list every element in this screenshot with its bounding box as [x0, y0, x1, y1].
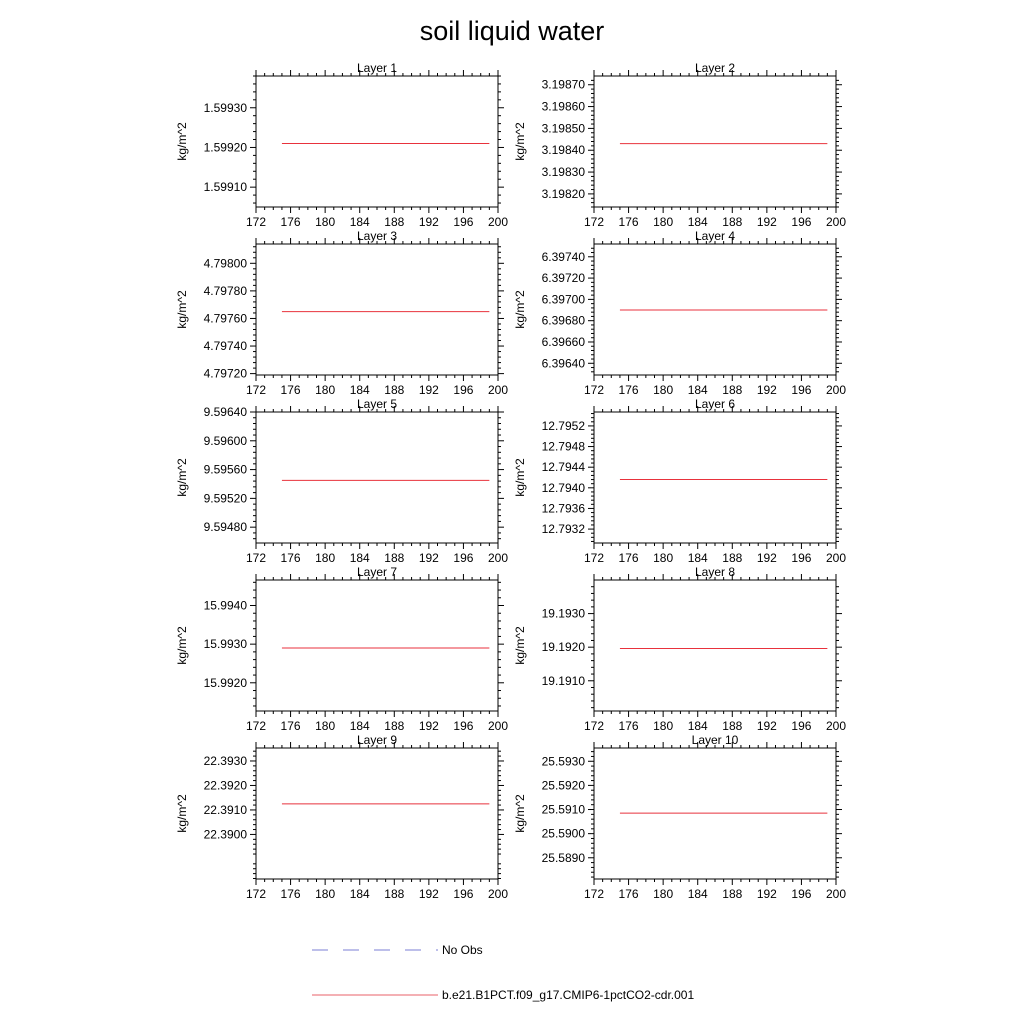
panel-layer-7 [175, 565, 508, 733]
y-tick-label: 3.19840 [541, 143, 585, 158]
y-axis-label: kg/m^2 [175, 290, 189, 329]
x-tick-label: 200 [487, 215, 509, 229]
x-tick-label: 180 [315, 215, 336, 229]
y-tick-label: 4.79740 [203, 339, 247, 354]
x-tick-label: 200 [825, 719, 847, 733]
x-tick-label: 180 [653, 719, 674, 733]
x-tick-label: 188 [722, 215, 743, 229]
y-tick-label: 22.3920 [203, 778, 247, 793]
x-tick-label: 196 [791, 383, 812, 397]
y-tick-label: 4.79720 [203, 366, 247, 381]
x-tick-label: 196 [791, 887, 812, 901]
y-tick-label: 12.7944 [541, 460, 585, 475]
y-tick-label: 22.3930 [203, 753, 247, 768]
x-tick-label: 200 [825, 383, 847, 397]
x-tick-label: 176 [280, 551, 301, 565]
x-tick-label: 188 [722, 887, 743, 901]
y-tick-label: 15.9920 [203, 675, 247, 690]
y-tick-label: 6.39740 [541, 249, 585, 264]
y-tick-label: 4.79780 [203, 283, 247, 298]
y-tick-label: 9.59560 [203, 462, 247, 477]
y-tick-label: 12.7952 [541, 418, 585, 433]
y-tick-label: 4.79760 [203, 311, 247, 326]
x-tick-label: 184 [687, 551, 708, 565]
x-tick-label: 184 [687, 215, 708, 229]
y-tick-label: 12.7948 [541, 439, 585, 454]
y-tick-label: 15.9940 [203, 598, 247, 613]
x-tick-label: 172 [245, 719, 267, 733]
panel-title: Layer 1 [356, 61, 398, 75]
panel-layer-4 [513, 229, 846, 397]
x-tick-label: 172 [583, 719, 605, 733]
y-tick-label: 3.19850 [541, 121, 585, 136]
x-tick-label: 176 [280, 215, 301, 229]
x-tick-label: 196 [791, 551, 812, 565]
panel-title: Layer 4 [694, 229, 736, 243]
y-tick-label: 22.3910 [203, 802, 247, 817]
y-tick-label: 9.59640 [203, 405, 247, 419]
x-tick-label: 192 [418, 551, 439, 565]
y-axis-label: kg/m^2 [175, 458, 189, 497]
x-tick-label: 192 [418, 215, 439, 229]
x-tick-label: 196 [791, 719, 812, 733]
x-tick-label: 200 [487, 551, 509, 565]
x-tick-label: 192 [756, 887, 777, 901]
y-tick-label: 6.39700 [541, 292, 585, 307]
panel-title: Layer 6 [694, 397, 736, 411]
x-tick-label: 192 [418, 887, 439, 901]
x-tick-label: 184 [349, 719, 370, 733]
x-tick-label: 184 [687, 383, 708, 397]
x-tick-label: 188 [384, 551, 405, 565]
x-tick-label: 200 [825, 551, 847, 565]
x-tick-label: 172 [245, 383, 267, 397]
x-tick-label: 196 [453, 719, 474, 733]
panel-title: Layer 8 [694, 565, 736, 579]
panel-layer-9 [175, 733, 508, 901]
y-tick-label: 19.1920 [541, 640, 585, 655]
x-tick-label: 200 [825, 887, 847, 901]
x-tick-label: 192 [756, 215, 777, 229]
x-tick-label: 172 [583, 215, 605, 229]
x-tick-label: 172 [245, 887, 267, 901]
main-title: soil liquid water [419, 16, 605, 46]
x-tick-label: 176 [280, 719, 301, 733]
x-tick-label: 188 [722, 719, 743, 733]
panel-title: Layer 9 [356, 733, 398, 747]
y-tick-label: 9.59520 [203, 491, 247, 506]
panel-layer-3 [175, 229, 508, 397]
y-axis-label: kg/m^2 [513, 794, 527, 833]
x-tick-label: 180 [653, 551, 674, 565]
x-tick-label: 196 [791, 215, 812, 229]
plot-frame [594, 244, 836, 375]
y-tick-label: 3.19870 [541, 77, 585, 92]
x-tick-label: 176 [618, 551, 639, 565]
x-tick-label: 176 [280, 887, 301, 901]
y-tick-label: 25.5920 [541, 778, 585, 793]
x-tick-label: 188 [384, 719, 405, 733]
x-tick-label: 188 [384, 215, 405, 229]
x-tick-label: 196 [453, 215, 474, 229]
panel-layer-8 [513, 565, 846, 733]
y-axis-label: kg/m^2 [175, 122, 189, 161]
x-tick-label: 192 [756, 551, 777, 565]
y-tick-label: 19.1910 [541, 673, 585, 688]
panel-title: Layer 3 [356, 229, 398, 243]
x-tick-label: 192 [418, 719, 439, 733]
legend-label-no-obs: No Obs [442, 943, 483, 957]
x-tick-label: 200 [487, 719, 509, 733]
plot-frame [256, 580, 498, 711]
x-tick-label: 184 [349, 551, 370, 565]
y-tick-label: 3.19830 [541, 165, 585, 180]
x-tick-label: 176 [618, 215, 639, 229]
x-tick-label: 176 [618, 383, 639, 397]
y-axis-label: kg/m^2 [513, 290, 527, 329]
y-tick-label: 6.39720 [541, 271, 585, 286]
panel-title: Layer 5 [356, 397, 398, 411]
panel-layer-6 [513, 397, 846, 565]
x-tick-label: 180 [315, 551, 336, 565]
plot-frame [256, 76, 498, 207]
x-tick-label: 196 [453, 887, 474, 901]
panel-title: Layer 7 [356, 565, 398, 579]
y-tick-label: 15.9930 [203, 637, 247, 652]
x-tick-label: 180 [653, 383, 674, 397]
panel-layer-1 [175, 61, 508, 229]
y-tick-label: 1.59930 [203, 100, 247, 115]
y-axis-label: kg/m^2 [175, 626, 189, 665]
legend [312, 943, 694, 1002]
x-tick-label: 184 [687, 887, 708, 901]
x-tick-label: 176 [280, 383, 301, 397]
x-tick-label: 196 [453, 383, 474, 397]
x-tick-label: 176 [618, 887, 639, 901]
x-tick-label: 200 [825, 215, 847, 229]
x-tick-label: 172 [583, 887, 605, 901]
x-tick-label: 184 [687, 719, 708, 733]
y-axis-label: kg/m^2 [175, 794, 189, 833]
x-tick-label: 184 [349, 383, 370, 397]
y-tick-label: 6.39680 [541, 313, 585, 328]
x-tick-label: 172 [583, 383, 605, 397]
panel-title: Layer 10 [691, 733, 739, 747]
y-tick-label: 1.59910 [203, 180, 247, 195]
x-tick-label: 188 [384, 383, 405, 397]
y-tick-label: 9.59600 [203, 433, 247, 448]
x-tick-label: 180 [315, 719, 336, 733]
y-tick-label: 25.5910 [541, 802, 585, 817]
x-tick-label: 172 [245, 551, 267, 565]
plot-frame [256, 244, 498, 375]
plot-frame [594, 412, 836, 543]
x-tick-label: 184 [349, 215, 370, 229]
x-tick-label: 188 [722, 551, 743, 565]
x-tick-label: 184 [349, 887, 370, 901]
x-tick-label: 200 [487, 887, 509, 901]
panel-title: Layer 2 [694, 61, 736, 75]
x-tick-label: 188 [384, 887, 405, 901]
y-tick-label: 9.59480 [203, 520, 247, 535]
y-tick-label: 12.7940 [541, 480, 585, 495]
plot-frame [594, 580, 836, 711]
y-tick-label: 3.19820 [541, 186, 585, 201]
panels [175, 61, 846, 901]
y-axis-label: kg/m^2 [513, 458, 527, 497]
y-tick-label: 25.5930 [541, 754, 585, 769]
x-tick-label: 180 [653, 887, 674, 901]
y-tick-label: 12.7936 [541, 501, 585, 516]
plot-frame [594, 76, 836, 207]
x-tick-label: 196 [453, 551, 474, 565]
x-tick-label: 176 [618, 719, 639, 733]
x-tick-label: 180 [315, 383, 336, 397]
plot-frame [256, 748, 498, 879]
x-tick-label: 192 [756, 383, 777, 397]
x-tick-label: 192 [418, 383, 439, 397]
y-axis-label: kg/m^2 [513, 122, 527, 161]
y-tick-label: 25.5900 [541, 826, 585, 841]
y-tick-label: 6.39640 [541, 356, 585, 371]
y-tick-label: 4.79800 [203, 256, 247, 271]
x-tick-label: 172 [583, 551, 605, 565]
y-tick-label: 19.1930 [541, 606, 585, 621]
x-tick-label: 180 [653, 215, 674, 229]
panel-layer-2 [513, 61, 846, 229]
y-tick-label: 3.19860 [541, 99, 585, 114]
y-axis-label: kg/m^2 [513, 626, 527, 665]
x-tick-label: 192 [756, 719, 777, 733]
panel-layer-5 [175, 397, 508, 565]
y-tick-label: 12.7932 [541, 522, 585, 537]
x-tick-label: 180 [315, 887, 336, 901]
y-tick-label: 25.5890 [541, 850, 585, 865]
legend-label-model: b.e21.B1PCT.f09_g17.CMIP6-1pctCO2-cdr.001 [442, 988, 695, 1002]
x-tick-label: 188 [722, 383, 743, 397]
y-tick-label: 1.59920 [203, 140, 247, 155]
x-tick-label: 200 [487, 383, 509, 397]
panel-layer-10 [513, 733, 846, 901]
y-tick-label: 22.3900 [203, 827, 247, 842]
y-tick-label: 6.39660 [541, 334, 585, 349]
x-tick-label: 172 [245, 215, 267, 229]
plot-frame [256, 412, 498, 543]
